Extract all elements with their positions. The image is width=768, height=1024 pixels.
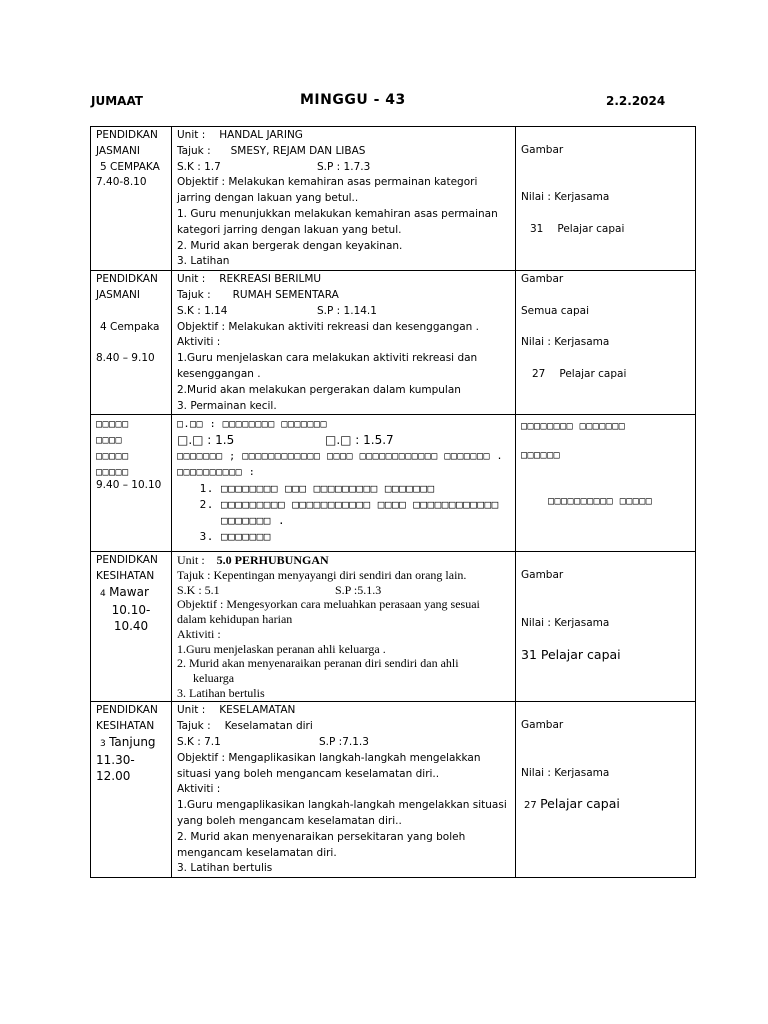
- activity-step: keluarga: [193, 670, 235, 685]
- notes-cell: [516, 702, 696, 878]
- notes-cell: [516, 552, 696, 702]
- sp-value: □.□ : 1.5.7: [325, 433, 394, 448]
- objektif-text: Objektif : Melakukan aktiviti rekreasi dan kesenggangan .: [177, 320, 480, 333]
- bbm-label: Gambar: [521, 719, 564, 732]
- class-label: Tanjung: [109, 734, 156, 749]
- subject-line: KESIHATAN: [96, 570, 155, 583]
- tajuk-label: Tajuk :: [177, 720, 211, 733]
- activity-step: 1. □□□□□□□□ □□□ □□□□□□□□□ □□□□□□□: [221, 481, 510, 497]
- achievement-label: Pelajar capai: [540, 795, 620, 811]
- aktiviti-label: Aktiviti :: [177, 626, 221, 641]
- class-name: [96, 735, 166, 753]
- lesson-cell: [172, 552, 516, 702]
- subject-line: KESIHATAN: [96, 720, 155, 733]
- tajuk-line: [177, 719, 510, 735]
- unit-line: [177, 703, 510, 719]
- subject-line: PENDIDKAN: [96, 704, 158, 717]
- subject-cell: [91, 415, 172, 552]
- activity-step: 1.Guru menjelaskan peranan ahli keluarga .: [177, 641, 386, 656]
- bbm-label: □□□□□□□□ □□□□□□□: [521, 421, 626, 433]
- subject-line: □□□□□: [96, 419, 129, 431]
- activity-step: 3. Latihan: [177, 255, 230, 268]
- standard-line: [177, 160, 510, 176]
- activity-step: 3. Latihan bertulis: [177, 685, 265, 700]
- aktiviti-label: Aktiviti :: [177, 783, 221, 796]
- subject-cell: [91, 702, 172, 878]
- unit-label: Unit :: [177, 553, 205, 568]
- unit-value: HANDAL JARING: [219, 129, 303, 141]
- objektif-text: Objektif : Mengesyorkan cara meluahkan perasaan yang sesuai dalam kehidupan harian: [177, 597, 480, 627]
- achievement-label: Pelajar capai: [559, 367, 627, 380]
- lesson-cell: [172, 702, 516, 878]
- activity-step: 2. □□□□□□□□□ □□□□□□□□□□□ □□□□ □□□□□□□□□□□□ □□□□□□□ .: [221, 497, 510, 529]
- achievement-label: Pelajar capai: [557, 222, 625, 235]
- time-slot: 11.30-: [96, 752, 135, 767]
- nilai-label: Nilai : Kerjasama: [521, 616, 610, 629]
- subject-line: □□□□□: [96, 466, 129, 478]
- unit-label: Unit :: [177, 704, 206, 717]
- table-row: [91, 127, 696, 271]
- class-number: 3: [100, 738, 106, 749]
- lesson-plan-table: [90, 126, 696, 878]
- achievement-line: [521, 222, 690, 238]
- sp-value: S.P :5.1.3: [335, 582, 382, 597]
- status-label: Semua capai: [521, 304, 590, 317]
- sk-value: S.K : 1.7: [177, 160, 221, 173]
- sk-value: S.K : 7.1: [177, 735, 221, 748]
- notes-cell: [516, 415, 696, 552]
- nilai-label: Nilai : Kerjasama: [521, 191, 610, 204]
- subject-line: PENDIDKAN: [96, 273, 158, 286]
- unit-line: [177, 272, 510, 288]
- table-row: [91, 271, 696, 415]
- class-name: 5 CEMPAKA: [100, 160, 160, 173]
- bbm-label: □□□□□□: [521, 450, 561, 462]
- activity-step: 2.Murid akan melakukan pergerakan dalam kumpulan: [177, 383, 461, 396]
- objektif-text: Objektif : Melakukan kemahiran asas permainan kategori jarring dengan lakuan yang betul..: [177, 176, 478, 205]
- standard-line: [177, 583, 510, 598]
- achievement-line: [521, 796, 690, 814]
- time-slot: 12.00: [96, 768, 131, 783]
- sk-value: S.K : 5.1: [177, 582, 220, 597]
- unit-value: KESELAMATAN: [219, 704, 296, 717]
- subject-line: JASMANI: [96, 144, 140, 157]
- tajuk-value: SMESY, REJAM DAN LIBAS: [230, 144, 366, 157]
- class-number: 4: [100, 588, 106, 599]
- class-name: 4 Cempaka: [100, 320, 160, 333]
- subject-line: □□□□□: [96, 450, 129, 462]
- sp-value: S.P : 1.14.1: [317, 304, 377, 317]
- bbm-label: Gambar: [521, 273, 564, 286]
- unit-line: [177, 128, 510, 144]
- activity-step: 1.Guru menjelaskan cara melakukan aktiviti rekreasi dan kesenggangan .: [177, 352, 478, 380]
- activity-step: 1. Guru menunjukkan melakukan kemahiran asas permainan kategori jarring dengan lakuan yang betul.: [177, 207, 498, 236]
- subject-cell: [91, 271, 172, 415]
- pupil-count: 27: [532, 367, 546, 380]
- subject-line: PENDIDKAN: [96, 129, 158, 141]
- achievement-label: 31 Pelajar capai: [521, 647, 621, 663]
- tajuk-line: [177, 144, 510, 160]
- unit-line: [177, 553, 510, 568]
- activity-step: 1.Guru mengaplikasikan langkah-langkah mengelakkan situasi yang boleh mengancam keselamatan diri..: [177, 799, 507, 827]
- time-slot: 9.40 – 10.10: [96, 478, 162, 491]
- time-slot: 10.10-: [111, 602, 151, 617]
- date-label: 2.2.2024: [606, 94, 666, 108]
- class-name: [96, 585, 166, 603]
- table-row: [91, 702, 696, 878]
- pupil-count: 31: [530, 222, 544, 235]
- activity-step: 2. Murid akan menyenaraikan persekitaran yang boleh mengancam keselamatan diri.: [177, 830, 466, 859]
- table-row: [91, 552, 696, 702]
- tajuk-value: RUMAH SEMENTARA: [232, 288, 339, 301]
- notes-cell: [516, 127, 696, 271]
- subject-line: PENDIDKAN: [96, 554, 158, 567]
- subject-line: □□□□: [96, 435, 123, 447]
- achievement-line: [521, 367, 690, 383]
- unit-label: Unit :: [177, 129, 206, 141]
- subject-cell: [91, 552, 172, 702]
- objektif-text: □□□□□□□ ; □□□□□□□□□□□□ □□□□ □□□□□□□□□□□□ □□□□□□□ .: [177, 450, 504, 462]
- tajuk-line: Tajuk : Kepentingan menyayangi diri sendiri dan orang lain.: [177, 568, 467, 583]
- pupil-count: 27: [524, 799, 537, 811]
- week-title: MINGGU - 43: [300, 92, 406, 108]
- activity-step: 2. Murid akan bergerak dengan keyakinan.: [177, 239, 403, 252]
- nilai-label: Nilai : Kerjasama: [521, 336, 610, 349]
- standard-line: [177, 735, 510, 751]
- lesson-cell: [172, 415, 516, 552]
- tajuk-label: Tajuk :: [177, 144, 211, 157]
- class-label: Mawar: [109, 584, 149, 599]
- sk-value: □.□ : 1.5: [177, 433, 235, 448]
- unit-value: □.□□ : □□□□□□□□ □□□□□□□: [177, 419, 327, 431]
- standard-line: [177, 433, 510, 449]
- aktiviti-label: □□□□□□□□□□ :: [177, 466, 256, 478]
- time-slot: 7.40-8.10: [96, 176, 147, 189]
- table-row: [91, 415, 696, 552]
- subject-cell: [91, 127, 172, 271]
- nilai-label: Nilai : Kerjasama: [521, 766, 610, 779]
- notes-cell: [516, 271, 696, 415]
- unit-value: REKREASI BERILMU: [219, 273, 322, 286]
- sk-value: S.K : 1.14: [177, 304, 228, 317]
- tajuk-value: Keselamatan diri: [224, 720, 313, 733]
- unit-label: Unit :: [177, 273, 206, 286]
- lesson-cell: [172, 127, 516, 271]
- time-slot: 10.40: [113, 618, 149, 633]
- activity-step: 3. □□□□□□□: [221, 529, 510, 545]
- activity-step: 3. Permainan kecil.: [177, 399, 277, 412]
- tajuk-line: [177, 288, 510, 304]
- sp-value: S.P : 1.7.3: [317, 160, 371, 173]
- bbm-label: Gambar: [521, 144, 564, 156]
- lesson-cell: [172, 271, 516, 415]
- sp-value: S.P :7.1.3: [319, 735, 369, 748]
- day-label: JUMAAT: [91, 94, 143, 108]
- unit-value: 5.0 PERHUBUNGAN: [216, 553, 329, 568]
- aktiviti-label: Aktiviti :: [177, 336, 221, 349]
- subject-line: JASMANI: [96, 288, 140, 301]
- time-slot: 8.40 – 9.10: [96, 352, 155, 365]
- activity-step: 3. Latihan bertulis: [177, 862, 273, 875]
- standard-line: [177, 304, 510, 320]
- achievement-label: □□□□□□□□□□ □□□□□: [548, 496, 653, 508]
- activity-step: 2. Murid akan menyenaraikan peranan diri sendiri dan ahli: [177, 656, 459, 671]
- bbm-label: Gambar: [521, 569, 564, 582]
- activity-list: [177, 481, 510, 545]
- objektif-text: Objektif : Mengaplikasikan langkah-langkah mengelakkan situasi yang boleh mengancam keselamatan diri..: [177, 751, 481, 780]
- tajuk-label: Tajuk :: [177, 288, 211, 301]
